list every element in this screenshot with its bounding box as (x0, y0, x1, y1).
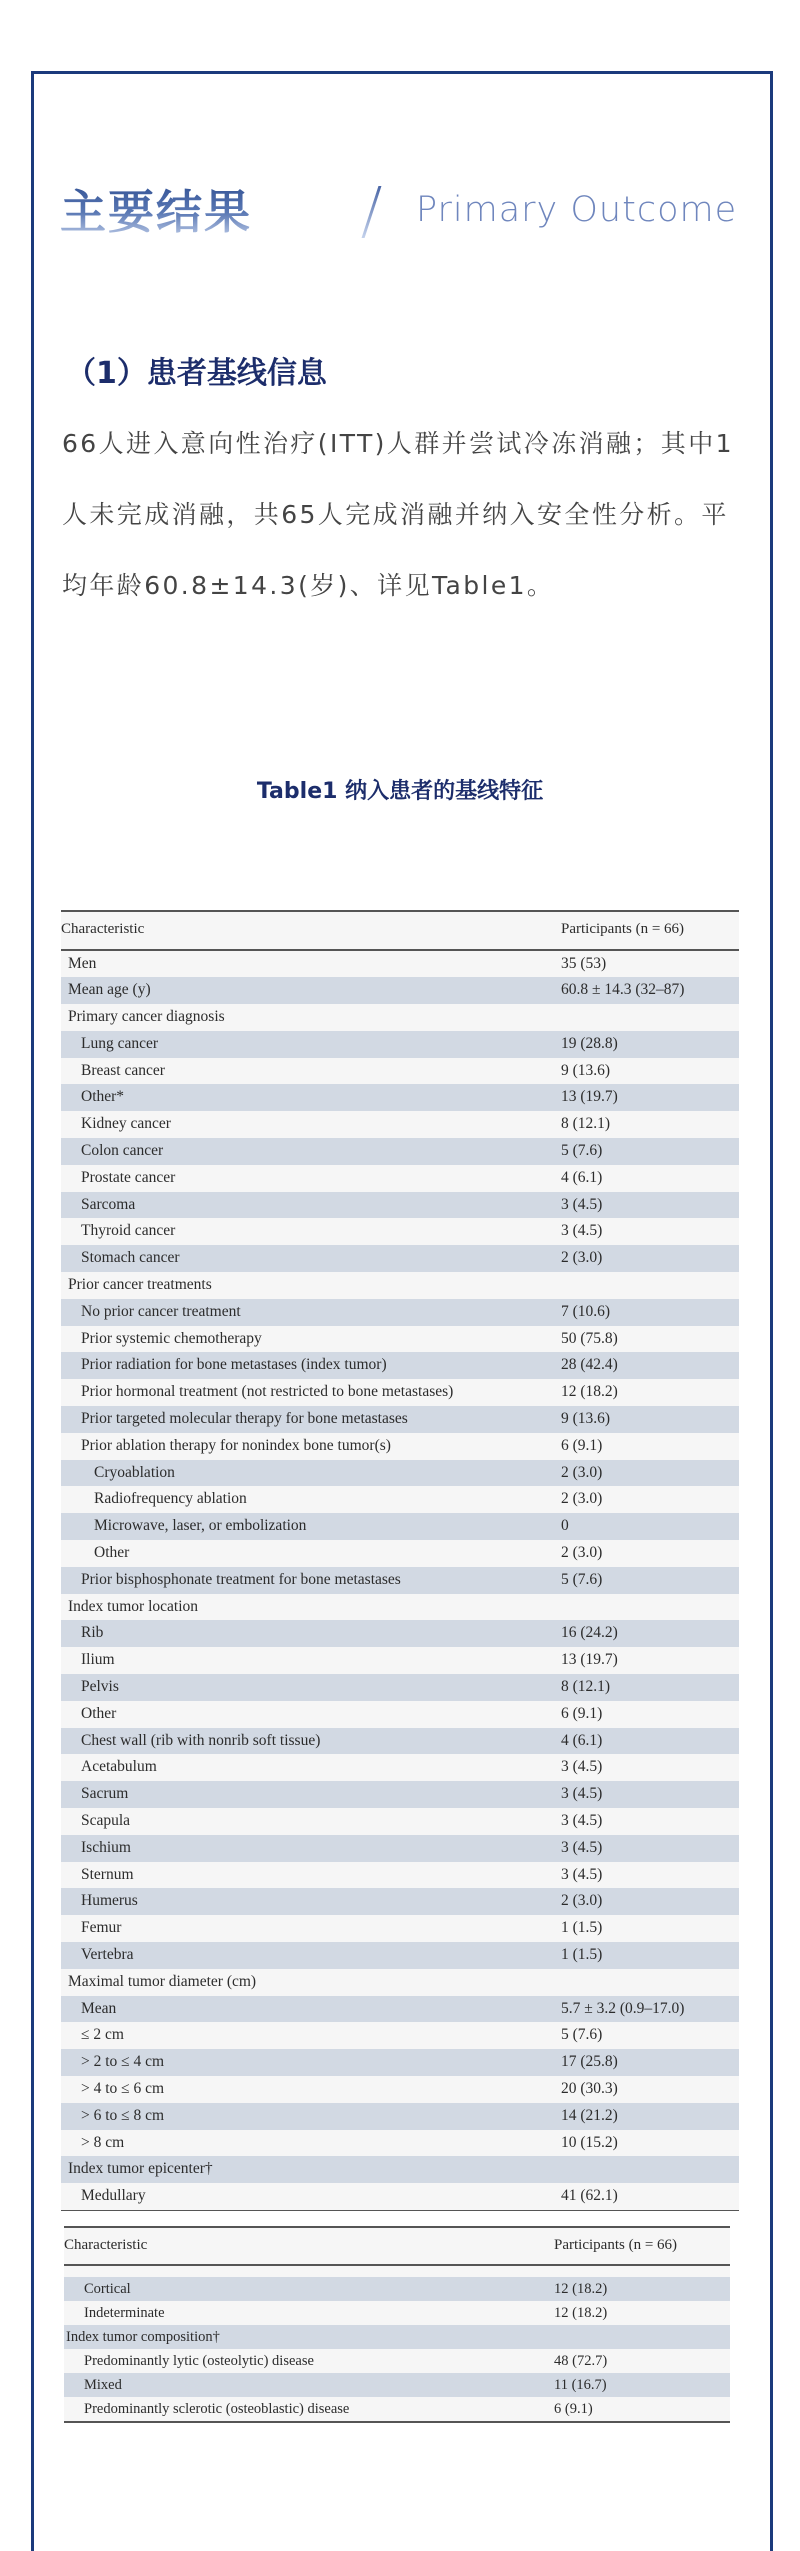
row-label: Mixed (84, 2376, 122, 2393)
row-label: Humerus (81, 1892, 138, 1910)
row-value: 60.8 ± 14.3 (32–87) (561, 981, 685, 999)
row-label: Other (94, 1544, 130, 1562)
row-label: Maximal tumor diameter (cm) (68, 1972, 257, 1990)
row-label: Sacrum (81, 1785, 129, 1803)
row-label: Chest wall (rib with nonrib soft tissue) (81, 1731, 321, 1749)
table-row (61, 1969, 739, 1996)
row-label: Index tumor composition† (66, 2328, 220, 2345)
table-row (64, 2301, 730, 2325)
row-value: 3 (4.5) (561, 1865, 603, 1883)
row-value: 11 (16.7) (554, 2376, 607, 2393)
row-value: 50 (75.8) (561, 1329, 618, 1347)
row-label: Predominantly lytic (osteolytic) disease (84, 2352, 314, 2369)
row-label: > 8 cm (81, 2133, 125, 2151)
section-title-cn: 主要结果 (60, 176, 252, 242)
row-label: Index tumor epicenter† (68, 2160, 213, 2178)
row-label: Ilium (81, 1651, 115, 1669)
row-value: 5.7 ± 3.2 (0.9–17.0) (561, 1999, 685, 2017)
row-value: 6 (9.1) (561, 1436, 603, 1454)
row-label: Mean age (y) (68, 981, 151, 999)
baseline-table (61, 910, 739, 2211)
table-row (61, 1486, 739, 1513)
table-row (61, 1299, 739, 1326)
table-row (61, 1192, 739, 1219)
table-header (61, 912, 739, 949)
row-value: 1 (1.5) (561, 1945, 603, 1963)
row-value: 14 (21.2) (561, 2106, 618, 2124)
row-label: Prior targeted molecular therapy for bone metastases (81, 1410, 408, 1428)
table-header (64, 2228, 730, 2264)
row-label: Other* (81, 1088, 125, 1106)
table-row (61, 1084, 739, 1111)
column-header-participants: Participants (n = 66) (554, 2237, 678, 2253)
row-label: Sternum (81, 1865, 134, 1883)
row-label: Prior ablation therapy for nonindex bone tumor(s) (81, 1436, 391, 1454)
row-label: Colon cancer (81, 1142, 164, 1160)
row-value: 3 (4.5) (561, 1195, 603, 1213)
table-row (61, 1808, 739, 1835)
row-value: 7 (10.6) (561, 1302, 611, 1320)
table-row (61, 1835, 739, 1862)
row-label: Femur (81, 1919, 122, 1937)
table-row (61, 1406, 739, 1433)
row-label: Breast cancer (81, 1061, 165, 1079)
row-value: 12 (18.2) (554, 2280, 608, 2297)
table-row (61, 1138, 739, 1165)
table-row (61, 1004, 739, 1031)
table-row (61, 1620, 739, 1647)
row-value: 5 (7.6) (561, 1142, 603, 1160)
table-row (61, 2103, 739, 2130)
row-label: Acetabulum (81, 1758, 157, 1776)
row-value: 12 (18.2) (561, 1383, 618, 1401)
column-header-characteristic: Characteristic (61, 921, 145, 937)
table-row (61, 1218, 739, 1245)
row-value: 8 (12.1) (561, 1115, 611, 1133)
table-row (64, 2373, 730, 2397)
row-label: Indeterminate (84, 2304, 165, 2321)
baseline-table-continued (64, 2226, 730, 2423)
table-row (61, 2022, 739, 2049)
row-label: Prior hormonal treatment (not restricted to bone metastases) (81, 1383, 454, 1401)
row-label: Prior bisphosphonate treatment for bone metastases (81, 1570, 401, 1588)
section-title-en: Primary Outcome (416, 190, 738, 230)
row-value: 3 (4.5) (561, 1222, 603, 1240)
table-bottom-rule (64, 2421, 730, 2423)
row-value: 3 (4.5) (561, 1812, 603, 1829)
row-label: Prior cancer treatments (68, 1276, 212, 1294)
table-row (61, 1996, 739, 2023)
row-value: 4 (6.1) (561, 1168, 603, 1186)
table-row (61, 1781, 739, 1808)
table-row (61, 1888, 739, 1915)
row-label: Sarcoma (81, 1195, 136, 1213)
table-row (61, 2076, 739, 2103)
row-label: Men (68, 954, 97, 972)
table-body (64, 2277, 730, 2421)
row-value: 41 (62.1) (561, 2187, 618, 2205)
row-value: 6 (9.1) (554, 2400, 593, 2417)
row-value: 48 (72.7) (554, 2352, 608, 2369)
row-value: 13 (19.7) (561, 1088, 618, 1106)
row-value: 9 (13.6) (561, 1061, 611, 1079)
table-row (61, 1647, 739, 1674)
table-row (64, 2397, 730, 2421)
table-row (61, 1433, 739, 1460)
row-label: No prior cancer treatment (81, 1302, 241, 1320)
column-header-characteristic: Characteristic (64, 2237, 148, 2253)
row-label: Kidney cancer (81, 1115, 171, 1133)
row-label: Lung cancer (81, 1034, 159, 1052)
table-row (61, 1862, 739, 1889)
table-row (61, 1728, 739, 1755)
table-row (64, 2349, 730, 2373)
row-label: Medullary (81, 2187, 146, 2205)
table-body (61, 951, 739, 2210)
table-row (61, 1942, 739, 1969)
table-row (61, 1031, 739, 1058)
table-row (61, 1272, 739, 1299)
table-row (61, 1567, 739, 1594)
table-row (61, 1058, 739, 1085)
table-row (61, 1111, 739, 1138)
table-row (61, 1352, 739, 1379)
row-value: 2 (3.0) (561, 1490, 603, 1508)
subsection-heading: （1）患者基线信息 (66, 356, 327, 391)
row-label: Pelvis (81, 1678, 119, 1696)
row-label: Prostate cancer (81, 1168, 176, 1186)
table-row (61, 1460, 739, 1487)
row-value: 17 (25.8) (561, 2053, 618, 2071)
table-row (61, 1165, 739, 1192)
row-value: 16 (24.2) (561, 1624, 618, 1642)
row-value: 5 (7.6) (561, 1570, 603, 1588)
row-value: 2 (3.0) (561, 1249, 603, 1267)
row-label: Microwave, laser, or embolization (94, 1517, 307, 1535)
row-value: 10 (15.2) (561, 2133, 618, 2151)
body-paragraph: 66人进入意向性治疗(ITT)人群并尝试冷冻消融；其中1人未完成消融，共65人完成消融并纳入安全性分析。平均年龄60.8±14.3(岁)、详见Table1。 (62, 429, 734, 600)
row-value: 4 (6.1) (561, 1731, 603, 1749)
row-value: 35 (53) (561, 954, 607, 972)
row-label: Vertebra (81, 1945, 134, 1963)
table-row (61, 1379, 739, 1406)
row-label: Thyroid cancer (81, 1222, 176, 1240)
row-value: 12 (18.2) (554, 2304, 608, 2321)
table-row (64, 2325, 730, 2349)
row-label: > 4 to ≤ 6 cm (81, 2079, 165, 2097)
table-row (61, 2156, 739, 2183)
row-value: 0 (561, 1517, 569, 1535)
row-value: 19 (28.8) (561, 1034, 618, 1052)
row-value: 20 (30.3) (561, 2079, 618, 2097)
table-row (61, 1701, 739, 1728)
row-label: Cryoablation (94, 1463, 175, 1481)
row-value: 28 (42.4) (561, 1356, 618, 1374)
row-label: > 2 to ≤ 4 cm (81, 2053, 165, 2071)
row-label: Radiofrequency ablation (94, 1490, 247, 1508)
table-row (61, 2183, 739, 2210)
row-value: 9 (13.6) (561, 1410, 611, 1428)
row-label: Cortical (84, 2280, 131, 2297)
row-label: > 6 to ≤ 8 cm (81, 2106, 165, 2124)
row-label: Mean (81, 1999, 117, 2017)
row-value: 6 (9.1) (561, 1704, 603, 1722)
table-row (61, 1915, 739, 1942)
row-label: Predominantly sclerotic (osteoblastic) disease (84, 2400, 350, 2417)
row-value: 2 (3.0) (561, 1544, 603, 1562)
row-label: Prior systemic chemotherapy (81, 1329, 262, 1347)
row-value: 1 (1.5) (561, 1919, 603, 1937)
row-value: 3 (4.5) (561, 1785, 603, 1803)
table-caption: Table1 纳入患者的基线特征 (256, 779, 544, 804)
table-row (61, 951, 739, 978)
table-bottom-rule (61, 2210, 739, 2212)
row-label: Prior radiation for bone metastases (index tumor) (81, 1356, 387, 1374)
table-row (61, 1594, 739, 1621)
table-row (61, 1540, 739, 1567)
row-label: Other (81, 1704, 117, 1722)
column-header-participants: Participants (n = 66) (561, 921, 685, 937)
row-value: 2 (3.0) (561, 1463, 603, 1481)
row-label: Stomach cancer (81, 1249, 180, 1267)
table-row (64, 2277, 730, 2301)
table-row (61, 1326, 739, 1353)
row-label: Rib (81, 1624, 104, 1642)
row-value: 13 (19.7) (561, 1651, 618, 1669)
table-row (61, 2049, 739, 2076)
row-value: 3 (4.5) (561, 1838, 603, 1856)
table-row (61, 977, 739, 1004)
row-value: 8 (12.1) (561, 1678, 611, 1696)
row-value: 3 (4.5) (561, 1758, 603, 1776)
row-value: 2 (3.0) (561, 1892, 603, 1910)
table-row (61, 1245, 739, 1272)
row-label: Ischium (81, 1838, 131, 1856)
row-label: Index tumor location (68, 1597, 198, 1615)
row-label: Primary cancer diagnosis (68, 1008, 225, 1026)
row-label: Scapula (81, 1812, 131, 1829)
table-row (61, 1754, 739, 1781)
table-row (61, 1513, 739, 1540)
row-value: 5 (7.6) (561, 2026, 603, 2044)
table-row (61, 1674, 739, 1701)
table-row (61, 2130, 739, 2157)
row-label: ≤ 2 cm (81, 2026, 124, 2044)
